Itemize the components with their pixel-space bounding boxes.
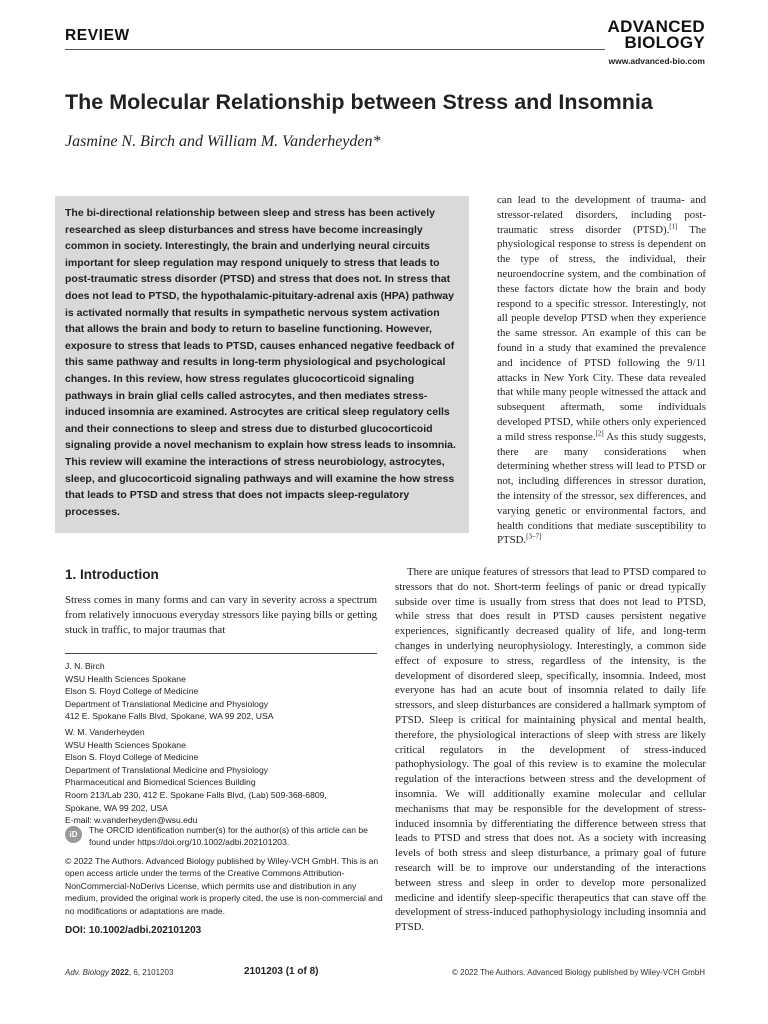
journal-logo[interactable]	[608, 19, 705, 51]
footer-journal-reference	[65, 968, 173, 977]
abstract-box	[55, 196, 469, 533]
footer-copyright: © 2022 The Authors. Advanced Biology published by Wiley-VCH GmbH	[452, 968, 705, 977]
affiliation-line: Department of Translational Medicine and Physiology	[65, 698, 269, 709]
article-title: The Molecular Relationship between Stress and Insomnia	[65, 90, 653, 114]
affiliation-line: Spokane, WA 99 202, USA	[65, 802, 168, 813]
header-rule	[65, 49, 605, 50]
affiliation-author1-name: J. N. Birch	[65, 661, 105, 671]
intro-column2-top	[497, 193, 706, 548]
affiliation-author2-name: W. M. Vanderheyden	[65, 726, 145, 737]
section-label: REVIEW	[65, 27, 130, 44]
journal-logo-line2: BIOLOGY	[624, 33, 705, 52]
journal-logo-line1: ADVANCED	[607, 17, 705, 36]
intro-paragraph: There are unique features of stressors that lead to PTSD compared to stressors that do not. Short-term feelings of panic or dread typically subside over time is usually from stress that does not lead to PTSD, while stress that does result in PTSD causes persistent negative experiences, significantly decreased quality of life, and long-term changes in underlying neurophysiology. Interestingly, a common side effect of exposure to stress, regardless of the intensity, is the development of disordered sleep, specifically, insomnia. Indeed, most everyone has had an acute bout of insomnia related to daily life stressors, and sleep disturbances are considered a hallmark symptom of PTSD. Sleep is critical for maintaining physical and mental health, therefore, the physiological interactions of sleep with stress are likely critical regulators in the development of stress-induced pathophysiology. The goal of this review is to examine the molecular regulation of the interactions between stress and the development of insomnia. We will additionally examine molecular and cellular mechanisms that may be responsible for the development of stress-induced insomnia by differentiating the difference between stress that leads to PTSD and stress that does not. As a society with increasing levels of both stress and sleep disturbance, a primary goal of future research will be to improve our understanding of the interactions between stress and sleep in order to develop more personalized medicine and identify sleep-specific therapeutics that can stave off the development of stress-induced pathophysiology including insomnia and PTSD.	[395, 566, 706, 934]
reference-link-3[interactable]: [3–7]	[526, 532, 542, 541]
affiliation-line: Department of Translational Medicine and Physiology	[65, 764, 269, 775]
author-email-link[interactable]: E-mail: w.vanderheyden@wsu.edu	[65, 815, 198, 826]
affiliation-line: 412 E. Spokane Falls Blvd, Spokane, WA 99 202, USA	[65, 711, 274, 722]
footer-page-number: 2101203 (1 of 8)	[244, 966, 319, 977]
affiliation-line: Elson S. Floyd College of Medicine	[65, 752, 199, 763]
orcid-note	[65, 824, 385, 849]
intro-col2-text-a: can lead to the development of trauma- and stressor-related disorders, including post-traumatic stress disorder (PTSD).	[497, 194, 706, 236]
reference-link-1[interactable]: [1]	[669, 222, 678, 230]
intro-col2-text-c: As this study suggests, there are many considerations when determining whether stress will lead to PTSD or not, including differences in stressor duration, the intensity of the stressor, sex differences, and varying genetic or environmental factors, and health conditions that mediate susceptibility to PTSD.	[497, 430, 706, 547]
footer-journal-name: Adv. Biology	[65, 968, 109, 977]
section-heading-introduction: 1. Introduction	[65, 567, 159, 582]
license-note: © 2022 The Authors. Advanced Biology published by Wiley-VCH GmbH. This is an open access article under the terms of the Creative Commons Attribution-NonCommercial-NoDerivs License, which permits use and distribution in any medium, provided the original work is properly cited, the use is non-commercial and no modifications or adaptations are made.	[65, 856, 383, 916]
reference-link-2[interactable]: [2]	[595, 429, 604, 438]
orcid-text[interactable]: The ORCID identification number(s) for the author(s) of this article can be found under https://doi.org/10.1002/adbi.202101203.	[89, 825, 368, 848]
abstract-text: The bi-directional relationship between sleep and stress has been actively researched as sleep disturbances and stress have become increasingly common in society. Interestingly, the brain and underlying neural circuits important for sleep regulation may respond uniquely to stress that leads to post-traumatic stress disorder (PTSD) and stress that does not. In stress that does not lead to PTSD, the hypothalamic-pituitary-adrenal axis (HPA) pathway is activated normally that results in sympathetic nervous system activation that allows the brain and body to return to baseline functioning. However, exposure to stress that leads to PTSD, causes enhanced negative feedback of this same pathway and results in long-term physiological and psychological changes. In this review, how stress regulates glucocorticoid signaling pathways in brain glial cells called astrocytes, and then mediates stress-induced insomnia are examined. Astrocytes are critical sleep regulatory cells and their connections to sleep and stress due to disturbed glucocorticoid signaling provide a novel mechanism to explain how stress leads to insomnia. This review will examine the interactions of stress neurobiology, astrocytes, sleep, and glucocorticoid signaling pathways and will examine the how stress that leads to PTSD and stress that does not impacts sleep-regulatory processes.	[65, 207, 456, 518]
footer-journal-volume: , 6, 2101203	[128, 968, 174, 977]
doi-link[interactable]: DOI: 10.1002/adbi.202101203	[65, 925, 202, 936]
intro-column2-bottom	[395, 565, 706, 935]
intro-column1-text	[65, 593, 377, 638]
affiliation-line: WSU Health Sciences Spokane	[65, 673, 186, 684]
orcid-icon: iD	[65, 826, 82, 843]
affiliation-line: Elson S. Floyd College of Medicine	[65, 686, 199, 697]
affiliations	[65, 660, 385, 827]
journal-url-link[interactable]: www.advanced-bio.com	[608, 56, 705, 66]
affiliation-line: WSU Health Sciences Spokane	[65, 739, 186, 750]
affiliation-line: Room 213/Lab 230, 412 E. Spokane Falls Blvd, (Lab) 509-368-6809,	[65, 789, 327, 800]
article-authors: Jasmine N. Birch and William M. Vanderheyden*	[65, 133, 381, 150]
affiliation-line: Pharmaceutical and Biomedical Sciences Building	[65, 777, 256, 788]
footer-journal-year: 2022	[108, 968, 129, 977]
intro-paragraph: Stress comes in many forms and can vary in severity across a spectrum from relatively innocuous everyday stressors like paying bills or getting stuck in traffic, to major traumas that	[65, 594, 377, 636]
intro-col2-text-b: The physiological response to stress is dependent on the type of stress, the individual, their neuroendocrine system, and the combination of these factors dictate how the brain and body respond to a specific stressor. Interestingly, not all people develop PTSD when they experience the same stressor. An example of this can be found in a study that examined the prevalence and incidence of PTSD following the 9/11 attacks in New York City. These data revealed that while many people witnessed the attack and subsequent aftermath, some individuals developed PTSD, while others only experienced a mild stress response.	[497, 223, 706, 443]
footnote-rule	[65, 653, 377, 654]
